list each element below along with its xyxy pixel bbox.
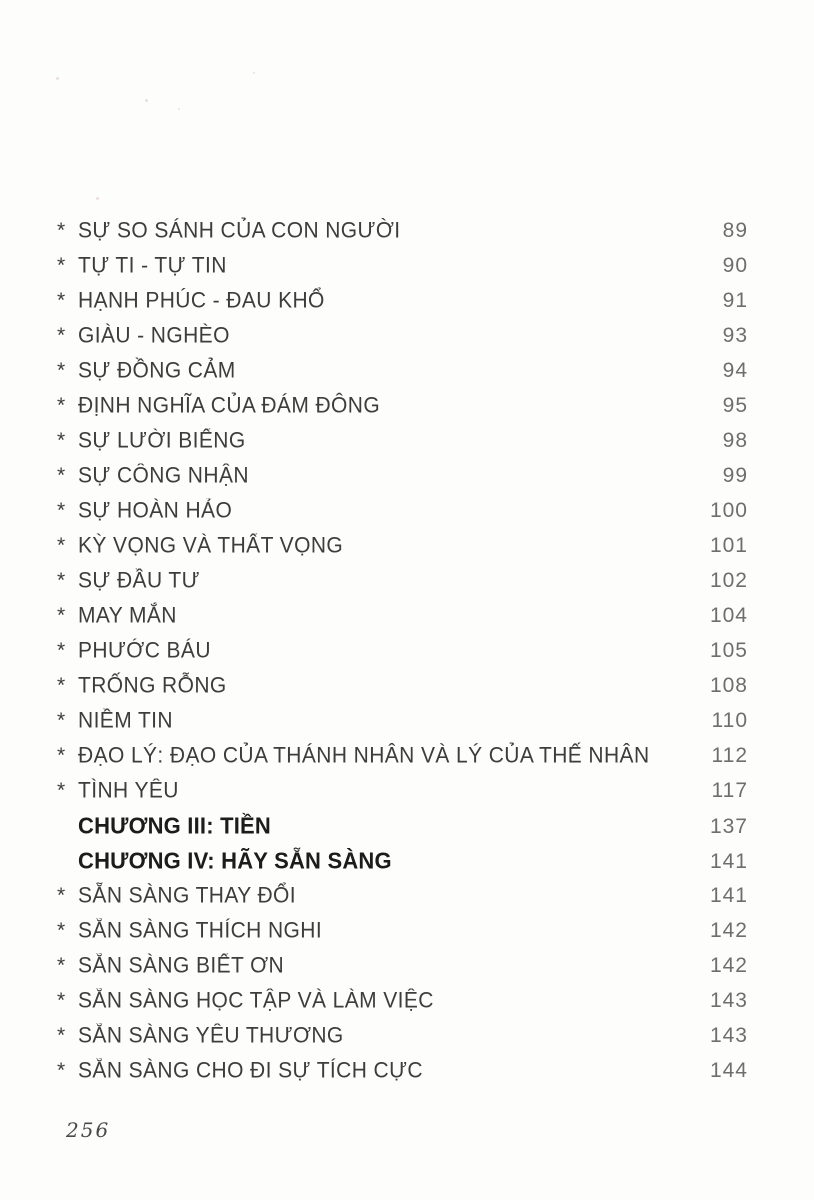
toc-entry-page: 144 <box>709 1059 748 1082</box>
toc-entry-page: 117 <box>711 779 748 802</box>
toc-entry-marker: * <box>57 289 66 312</box>
toc-entry <box>57 458 748 493</box>
toc-entry-title: TRỐNG RỖNG <box>78 673 227 698</box>
scan-speckle <box>178 108 180 110</box>
toc-entry <box>57 318 748 353</box>
toc-entry-title: NIỀM TIN <box>78 708 173 733</box>
toc-entry-marker: * <box>57 324 66 347</box>
toc-entry-marker: * <box>57 744 66 767</box>
toc-entry-title: KỲ VỌNG VÀ THẤT VỌNG <box>78 533 344 558</box>
toc-entry-marker: * <box>57 989 66 1012</box>
toc-entry-marker: * <box>57 674 66 697</box>
toc-chapter-entry <box>57 843 748 878</box>
toc-entry <box>57 668 748 703</box>
toc-entry-page: 95 <box>722 394 748 417</box>
toc-entry-page: 112 <box>711 744 748 767</box>
scan-speckle <box>96 197 99 200</box>
toc-entry-title: SẴN SÀNG THAY ĐỔI <box>78 883 297 908</box>
toc-entry-title: SẴN SÀNG THÍCH NGHI <box>78 918 323 943</box>
toc-entry-page: 110 <box>711 709 748 732</box>
toc-entry-title: MAY MẮN <box>78 603 177 628</box>
toc-entry <box>57 423 748 458</box>
toc-entry <box>57 248 748 283</box>
toc-entry <box>57 913 748 948</box>
toc-entry-title: TỰ TI - TỰ TIN <box>78 253 227 278</box>
page-number-folio: 256 <box>66 1118 111 1142</box>
toc-entry-page: 105 <box>709 639 748 662</box>
toc-entry-marker: * <box>57 569 66 592</box>
toc-entry-title: SỰ ĐẦU TƯ <box>78 568 200 593</box>
toc-entry-page: 101 <box>709 534 748 557</box>
toc-entry-title: SẴN SÀNG CHO ĐI SỰ TÍCH CỰC <box>78 1058 423 1083</box>
toc-entry-marker: * <box>57 394 66 417</box>
toc-entry-title: HẠNH PHÚC - ĐAU KHỔ <box>78 288 325 313</box>
scan-speckle <box>145 99 148 102</box>
toc-entry <box>57 388 748 423</box>
toc-entry <box>57 773 748 808</box>
toc-entry <box>57 703 748 738</box>
toc-entry <box>57 353 748 388</box>
scan-speckle <box>56 77 59 80</box>
toc-entry-page: 102 <box>709 569 748 592</box>
toc-entry <box>57 528 748 563</box>
toc-entry-page: 104 <box>709 604 748 627</box>
scan-speckle <box>253 72 255 74</box>
toc-entry <box>57 493 748 528</box>
toc-entry-title: SỰ HOÀN HẢO <box>78 498 233 523</box>
toc-entry <box>57 633 748 668</box>
toc-entry-page: 90 <box>722 254 748 277</box>
toc-entry <box>57 1053 748 1088</box>
toc-entry-title: TÌNH YÊU <box>78 778 179 803</box>
toc-entry-page: 91 <box>722 289 748 312</box>
toc-entry-page: 98 <box>722 429 748 452</box>
toc-entry-marker: * <box>57 779 66 802</box>
toc-entry <box>57 213 748 248</box>
toc-entry-title: PHƯỚC BÁU <box>78 638 211 663</box>
toc-entry <box>57 283 748 318</box>
toc-entry-page: 141 <box>709 850 748 873</box>
toc-entry-page: 142 <box>709 919 748 942</box>
toc-list <box>57 213 748 1088</box>
toc-entry-marker: * <box>57 884 66 907</box>
toc-entry-marker: * <box>57 709 66 732</box>
toc-entry-page: 94 <box>722 359 748 382</box>
toc-entry <box>57 1018 748 1053</box>
toc-entry-title: SẴN SÀNG HỌC TẬP VÀ LÀM VIỆC <box>78 988 434 1013</box>
toc-entry-marker: * <box>57 254 66 277</box>
toc-entry <box>57 738 748 773</box>
toc-entry-title: SỰ ĐỒNG CẢM <box>78 358 236 383</box>
toc-entry-marker: * <box>57 639 66 662</box>
toc-entry-title: GIÀU - NGHÈO <box>78 323 230 348</box>
toc-entry <box>57 878 748 913</box>
toc-entry-marker: * <box>57 464 66 487</box>
toc-entry-marker: * <box>57 1024 66 1047</box>
toc-entry-title: CHƯƠNG IV: HÃY SẴN SÀNG <box>78 847 392 874</box>
toc-entry <box>57 598 748 633</box>
toc-entry-title: SỰ SO SÁNH CỦA CON NGƯỜI <box>78 218 401 243</box>
toc-entry-marker: * <box>57 919 66 942</box>
toc-entry <box>57 983 748 1018</box>
toc-entry-page: 142 <box>709 954 748 977</box>
toc-entry-page: 89 <box>722 219 748 242</box>
toc-entry-marker: * <box>57 359 66 382</box>
toc-entry-page: 93 <box>722 324 748 347</box>
toc-entry-page: 143 <box>709 1024 748 1047</box>
toc-entry-page: 137 <box>709 815 748 838</box>
toc-entry-page: 100 <box>709 499 748 522</box>
toc-entry-title: SẴN SÀNG YÊU THƯƠNG <box>78 1023 344 1048</box>
toc-entry-page: 99 <box>722 464 748 487</box>
toc-entry-page: 141 <box>709 884 748 907</box>
toc-entry-title: CHƯƠNG III: TIỀN <box>78 812 271 839</box>
toc-entry-page: 143 <box>709 989 748 1012</box>
toc-entry-marker: * <box>57 429 66 452</box>
toc-entry-marker: * <box>57 604 66 627</box>
toc-entry-title: ĐẠO LÝ: ĐẠO CỦA THÁNH NHÂN VÀ LÝ CỦA THẾ NHÂN <box>78 743 650 768</box>
toc-chapter-entry <box>57 808 748 843</box>
toc-entry <box>57 563 748 598</box>
toc-entry-marker: * <box>57 1059 66 1082</box>
toc-entry-marker: * <box>57 534 66 557</box>
toc-entry-title: ĐỊNH NGHĨA CỦA ĐÁM ĐÔNG <box>78 393 381 418</box>
toc-entry-marker: * <box>57 954 66 977</box>
toc-entry-marker: * <box>57 219 66 242</box>
toc-entry-page: 108 <box>709 674 748 697</box>
toc-entry-title: SỰ CÔNG NHẬN <box>78 463 249 488</box>
toc-entry-title: SỰ LƯỜI BIẾNG <box>78 428 246 453</box>
toc-entry-title: SẴN SÀNG BIẾT ƠN <box>78 953 285 978</box>
toc-entry <box>57 948 748 983</box>
toc-entry-marker: * <box>57 499 66 522</box>
